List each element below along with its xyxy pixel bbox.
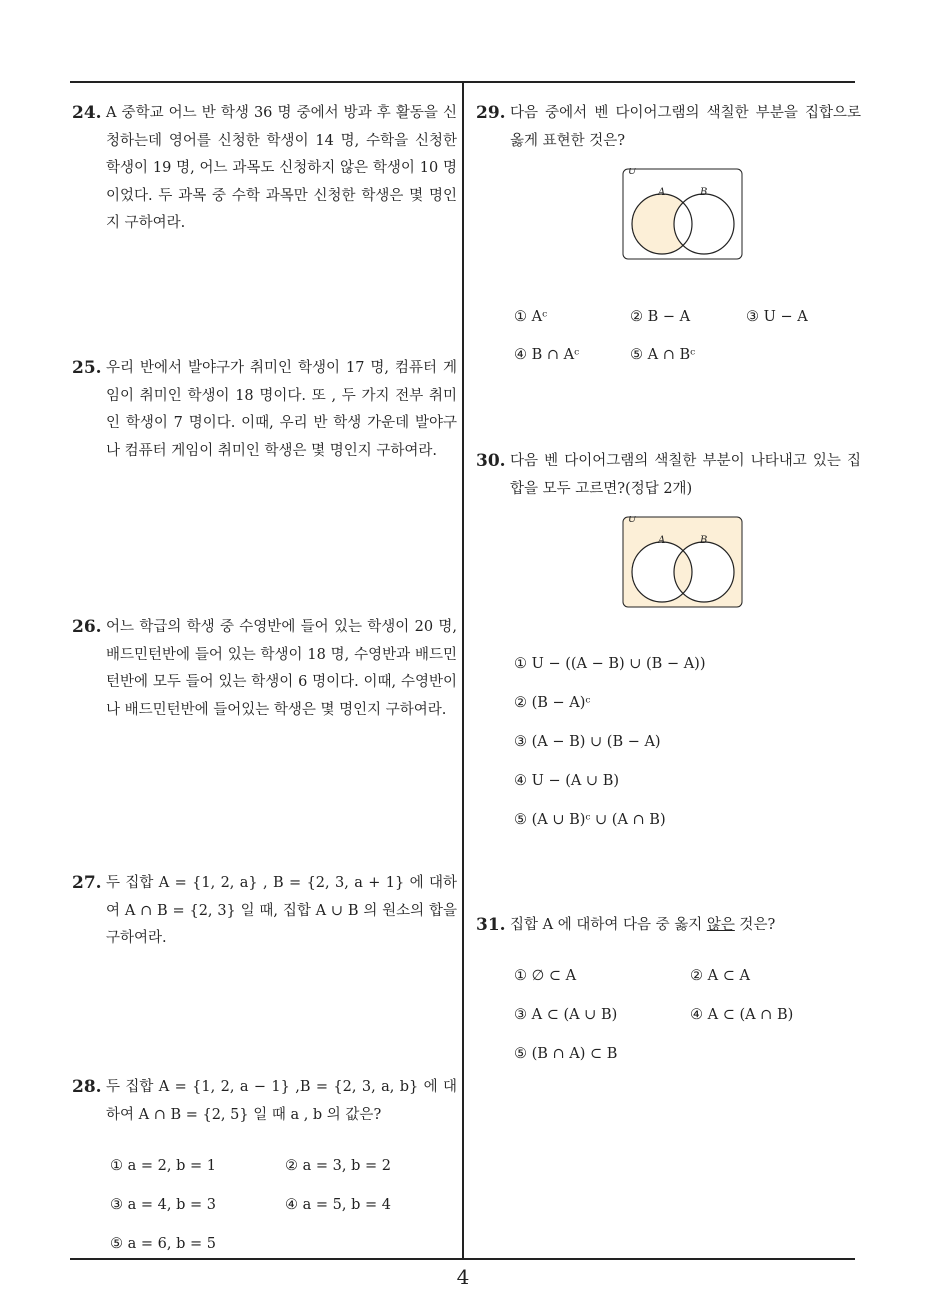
set-b-label: B	[700, 535, 708, 546]
question-28	[72, 1074, 457, 1129]
venn-diagram-complement-symmetric-difference	[622, 516, 744, 610]
choice-4[interactable]: ④ B ∩ Aᶜ	[514, 347, 580, 363]
question-number: 28.	[72, 1077, 102, 1097]
set-a-label: A	[658, 535, 666, 546]
choice-3[interactable]: ③ A ⊂ (A ∪ B)	[514, 1007, 618, 1023]
choice-5[interactable]: ⑤ (A ∪ B)ᶜ ∪ (A ∩ B)	[514, 812, 666, 828]
question-number: 31.	[476, 915, 506, 935]
choice-3[interactable]: ③ (A − B) ∪ (B − A)	[514, 734, 661, 750]
column-divider	[462, 81, 464, 1259]
question-27	[72, 870, 457, 953]
choice-4[interactable]: ④ U − (A ∪ B)	[514, 773, 620, 789]
choice-3[interactable]: ③ U − A	[746, 309, 808, 325]
question-text: 두 집합 A = {1, 2, a − 1} ,B = {2, 3, a, b} 에 대하여 A ∩ B = {2, 5} 일 때 a , b 의 값은?	[106, 1079, 457, 1123]
choice-5[interactable]: ⑤ a = 6, b = 5	[110, 1236, 216, 1252]
universe-label: U	[628, 168, 637, 177]
question-24	[72, 100, 457, 238]
question-31	[476, 912, 861, 940]
choice-2[interactable]: ② A ⊂ A	[690, 968, 750, 984]
question-number: 29.	[476, 103, 506, 123]
question-number: 24.	[72, 103, 102, 123]
choice-1[interactable]: ① Aᶜ	[514, 309, 548, 325]
question-text: 어느 학급의 학생 중 수영반에 들어 있는 학생이 20 명, 배드민턴반에 들어 있는 학생이 18 명, 수영반과 배드민턴반에 모두 들어 있는 학생이 6 명이다. 이때, 수영반이나 배드민턴반에 들어있는 학생은 몇 명인지 구하여라.	[106, 619, 457, 718]
question-text: 다음 벤 다이어그램의 색칠한 부분이 나타내고 있는 집합을 모두 고르면?(정답 2개)	[510, 453, 861, 497]
question-number: 25.	[72, 358, 102, 378]
choice-2[interactable]: ② B − A	[630, 309, 691, 325]
choice-3[interactable]: ③ a = 4, b = 3	[110, 1197, 216, 1213]
question-text: 다음 중에서 벤 다이어그램의 색칠한 부분을 집합으로 옳게 표현한 것은?	[510, 105, 861, 149]
choice-4[interactable]: ④ a = 5, b = 4	[285, 1197, 391, 1213]
page-number: 4	[456, 1265, 470, 1289]
question-number: 30.	[476, 451, 506, 471]
question-29	[476, 100, 861, 155]
question-number: 27.	[72, 873, 102, 893]
choice-2[interactable]: ② (B − A)ᶜ	[514, 695, 591, 711]
choice-4[interactable]: ④ A ⊂ (A ∩ B)	[690, 1007, 794, 1023]
question-number: 26.	[72, 617, 102, 637]
question-30	[476, 448, 861, 503]
universe-label: U	[628, 516, 637, 525]
question-text-before: 집합 A 에 대하여 다음 중 옳지	[510, 917, 707, 933]
set-b-label: B	[700, 187, 708, 198]
question-text: 우리 반에서 발야구가 취미인 학생이 17 명, 컴퓨터 게임이 취미인 학생이 18 명이다. 또 , 두 가지 전부 취미인 학생이 7 명이다. 이때, 우리 반 학생 가운데 발야구나 컴퓨터 게임이 취미인 학생은 몇 명인지 구하여라.	[106, 360, 457, 459]
question-text: 두 집합 A = {1, 2, a} , B = {2, 3, a + 1} 에 대하여 A ∩ B = {2, 3} 일 때, 집합 A ∪ B 의 원소의 합을 구하여라.	[106, 875, 457, 946]
question-25	[72, 355, 457, 465]
question-text	[510, 912, 861, 940]
bottom-rule	[70, 1258, 855, 1260]
choice-5[interactable]: ⑤ A ∩ Bᶜ	[630, 347, 696, 363]
venn-diagram-a-minus-b	[622, 168, 744, 262]
choice-1[interactable]: ① a = 2, b = 1	[110, 1158, 216, 1174]
question-text: A 중학교 어느 반 학생 36 명 중에서 방과 후 활동을 신청하는데 영어를 신청한 학생이 14 명, 수학을 신청한 학생이 19 명, 어느 과목도 신청하지 않은 학생이 10 명이었다. 두 과목 중 수학 과목만 신청한 학생은 몇 명인지 구하여라.	[106, 105, 457, 231]
choice-1[interactable]: ① ∅ ⊂ A	[514, 968, 577, 984]
set-a-label: A	[658, 187, 666, 198]
question-text-after: 것은?	[734, 917, 776, 933]
choice-5[interactable]: ⑤ (B ∩ A) ⊂ B	[514, 1046, 618, 1062]
emphasis-underlined: 않은	[706, 917, 735, 933]
choice-1[interactable]: ① U − ((A − B) ∪ (B − A))	[514, 656, 706, 672]
choice-2[interactable]: ② a = 3, b = 2	[285, 1158, 391, 1174]
question-26	[72, 614, 457, 724]
